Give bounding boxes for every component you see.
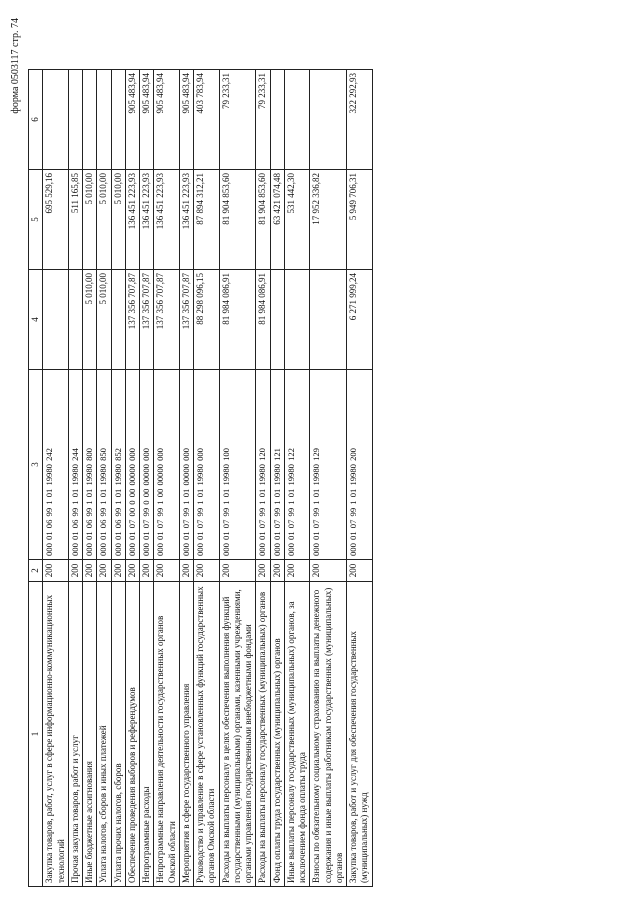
expenditure-table [28,69,373,887]
approved-amount-cell: 6 271 999,24 [347,270,373,370]
table-row [125,70,139,887]
budget-code-cell: 000 01 07 99 1 01 19980 120 [256,370,270,560]
line-code-cell: 200 [97,560,111,582]
row-name-cell: Мероприятия в сфере государственного управления [179,582,193,887]
approved-amount-cell: 5 010,00 [83,270,97,370]
approved-amount-cell [284,270,310,370]
row-name-cell: Фонд оплаты труда государственных (муниципальных) органов [270,582,284,887]
approved-amount-cell: 137 356 707,87 [125,270,139,370]
table-row [140,70,154,887]
row-name-cell: Расходы на выплаты персоналу государственных (муниципальных) органов [256,582,270,887]
line-code-cell: 200 [284,560,310,582]
approved-amount-cell: 5 010,00 [97,270,111,370]
budget-code-cell: 000 01 07 99 1 01 19980 129 [310,370,347,560]
budget-code-cell: 000 01 07 00 0 00 00000 000 [125,370,139,560]
unexecuted-amount-cell [284,70,310,170]
line-code-cell: 200 [154,560,180,582]
line-code-cell: 200 [140,560,154,582]
approved-amount-cell [43,270,69,370]
row-name-cell: Непрограммные направления деятельности государственных органов Омской области [154,582,180,887]
line-code-cell: 200 [83,560,97,582]
executed-amount-cell: 511 165,85 [68,170,82,270]
line-code-cell: 200 [111,560,125,582]
table-row [97,70,111,887]
unexecuted-amount-cell [83,70,97,170]
row-name-cell: Непрограммные расходы [140,582,154,887]
row-name-cell: Прочая закупка товаров, работ и услуг [68,582,82,887]
budget-code-cell: 000 01 06 99 1 01 19980 242 [43,370,69,560]
table-row [83,70,97,887]
line-code-cell: 200 [43,560,69,582]
unexecuted-amount-cell [43,70,69,170]
budget-code-cell: 000 01 06 99 1 01 19980 850 [97,370,111,560]
table-body [29,70,373,887]
executed-amount-cell: 87 894 312,21 [194,170,220,270]
table-row [219,70,256,887]
unexecuted-amount-cell: 79 233,31 [219,70,256,170]
line-code-cell: 200 [194,560,220,582]
row-name-cell: Уплата прочих налогов, сборов [111,582,125,887]
unexecuted-amount-cell: 905 483,94 [125,70,139,170]
executed-amount-cell: 81 904 853,60 [256,170,270,270]
approved-amount-cell [111,270,125,370]
executed-amount-cell: 5 010,00 [83,170,97,270]
executed-amount-cell: 5 949 706,31 [347,170,373,270]
unexecuted-amount-cell [310,70,347,170]
executed-amount-cell: 531 442,30 [284,170,310,270]
line-code-cell: 200 [270,560,284,582]
row-name-cell: Закупка товаров, работ и услуг для обеспечения государственных (муниципальных) нужд [347,582,373,887]
line-code-cell: 200 [68,560,82,582]
table-row [68,70,82,887]
row-name-cell: Руководство и управление в сфере установленных функций государственных органов Омской области [194,582,220,887]
table-row [43,70,69,887]
row-name-cell: Обеспечение проведения выборов и референдумов [125,582,139,887]
line-code-cell: 200 [125,560,139,582]
unexecuted-amount-cell: 79 233,31 [256,70,270,170]
header-row [29,70,43,887]
header-cell-2: 2 [29,560,43,582]
budget-code-cell: 000 01 07 99 1 01 19980 200 [347,370,373,560]
budget-code-cell: 000 01 07 99 0 00 00000 000 [140,370,154,560]
executed-amount-cell: 136 451 223,93 [140,170,154,270]
table-row [179,70,193,887]
budget-code-cell: 000 01 06 99 1 01 19980 244 [68,370,82,560]
table-row [111,70,125,887]
approved-amount-cell [270,270,284,370]
table-row [270,70,284,887]
budget-code-cell: 000 01 07 99 1 01 00000 000 [179,370,193,560]
approved-amount-cell [68,270,82,370]
unexecuted-amount-cell: 403 783,94 [194,70,220,170]
unexecuted-amount-cell: 905 483,94 [179,70,193,170]
header-cell-4: 4 [29,270,43,370]
executed-amount-cell: 17 952 336,82 [310,170,347,270]
unexecuted-amount-cell [111,70,125,170]
form-label: форма 0503117 стр. 74 [10,18,21,114]
budget-code-cell: 000 01 07 99 1 01 19980 100 [219,370,256,560]
line-code-cell: 200 [256,560,270,582]
executed-amount-cell: 5 010,00 [97,170,111,270]
executed-amount-cell: 136 451 223,93 [154,170,180,270]
unexecuted-amount-cell [68,70,82,170]
budget-code-cell: 000 01 07 99 1 01 19980 121 [270,370,284,560]
table-row [284,70,310,887]
unexecuted-amount-cell: 905 483,94 [140,70,154,170]
approved-amount-cell: 137 356 707,87 [140,270,154,370]
header-cell-6: 6 [29,70,43,170]
table-row [256,70,270,887]
row-name-cell: Иные бюджетные ассигнования [83,582,97,887]
budget-code-cell: 000 01 07 99 1 01 19980 000 [194,370,220,560]
executed-amount-cell: 5 010,00 [111,170,125,270]
header-cell-3: 3 [29,370,43,560]
executed-amount-cell: 695 529,16 [43,170,69,270]
table-row [310,70,347,887]
budget-code-cell: 000 01 07 99 1 01 19980 122 [284,370,310,560]
header-cell-5: 5 [29,170,43,270]
budget-code-cell: 000 01 06 99 1 01 19980 852 [111,370,125,560]
budget-code-cell: 000 01 07 99 1 00 00000 000 [154,370,180,560]
line-code-cell: 200 [310,560,347,582]
executed-amount-cell: 81 904 853,60 [219,170,256,270]
approved-amount-cell: 81 984 086,91 [219,270,256,370]
line-code-cell: 200 [179,560,193,582]
approved-amount-cell: 88 298 096,15 [194,270,220,370]
executed-amount-cell: 63 421 074,48 [270,170,284,270]
unexecuted-amount-cell: 322 292,93 [347,70,373,170]
executed-amount-cell: 136 451 223,93 [125,170,139,270]
row-name-cell: Закупка товаров, работ, услуг в сфере информационно-коммуникационных технологий [43,582,69,887]
row-name-cell: Взносы по обязательному социальному страхованию на выплаты денежного содержания и иные выплаты работникам государственных (муниципальных) органов [310,582,347,887]
row-name-cell: Уплата налогов, сборов и иных платежей [97,582,111,887]
approved-amount-cell: 137 356 707,87 [179,270,193,370]
executed-amount-cell: 136 451 223,93 [179,170,193,270]
row-name-cell: Иные выплаты персоналу государственных (муниципальных) органов, за исключением фонда оплаты труда [284,582,310,887]
row-name-cell: Расходы на выплаты персоналу в целях обеспечения выполнения функций государственными (муниципальными) органами, казенными учреждениями, органами управления государственными внебюджетными фондами [219,582,256,887]
budget-code-cell: 000 01 06 99 1 01 19980 800 [83,370,97,560]
header-cell-1: 1 [29,582,43,887]
approved-amount-cell: 81 984 086,91 [256,270,270,370]
approved-amount-cell [310,270,347,370]
table-row [347,70,373,887]
unexecuted-amount-cell [97,70,111,170]
line-code-cell: 200 [347,560,373,582]
table-row [154,70,180,887]
approved-amount-cell: 137 356 707,87 [154,270,180,370]
unexecuted-amount-cell [270,70,284,170]
line-code-cell: 200 [219,560,256,582]
table-row [194,70,220,887]
unexecuted-amount-cell: 905 483,94 [154,70,180,170]
